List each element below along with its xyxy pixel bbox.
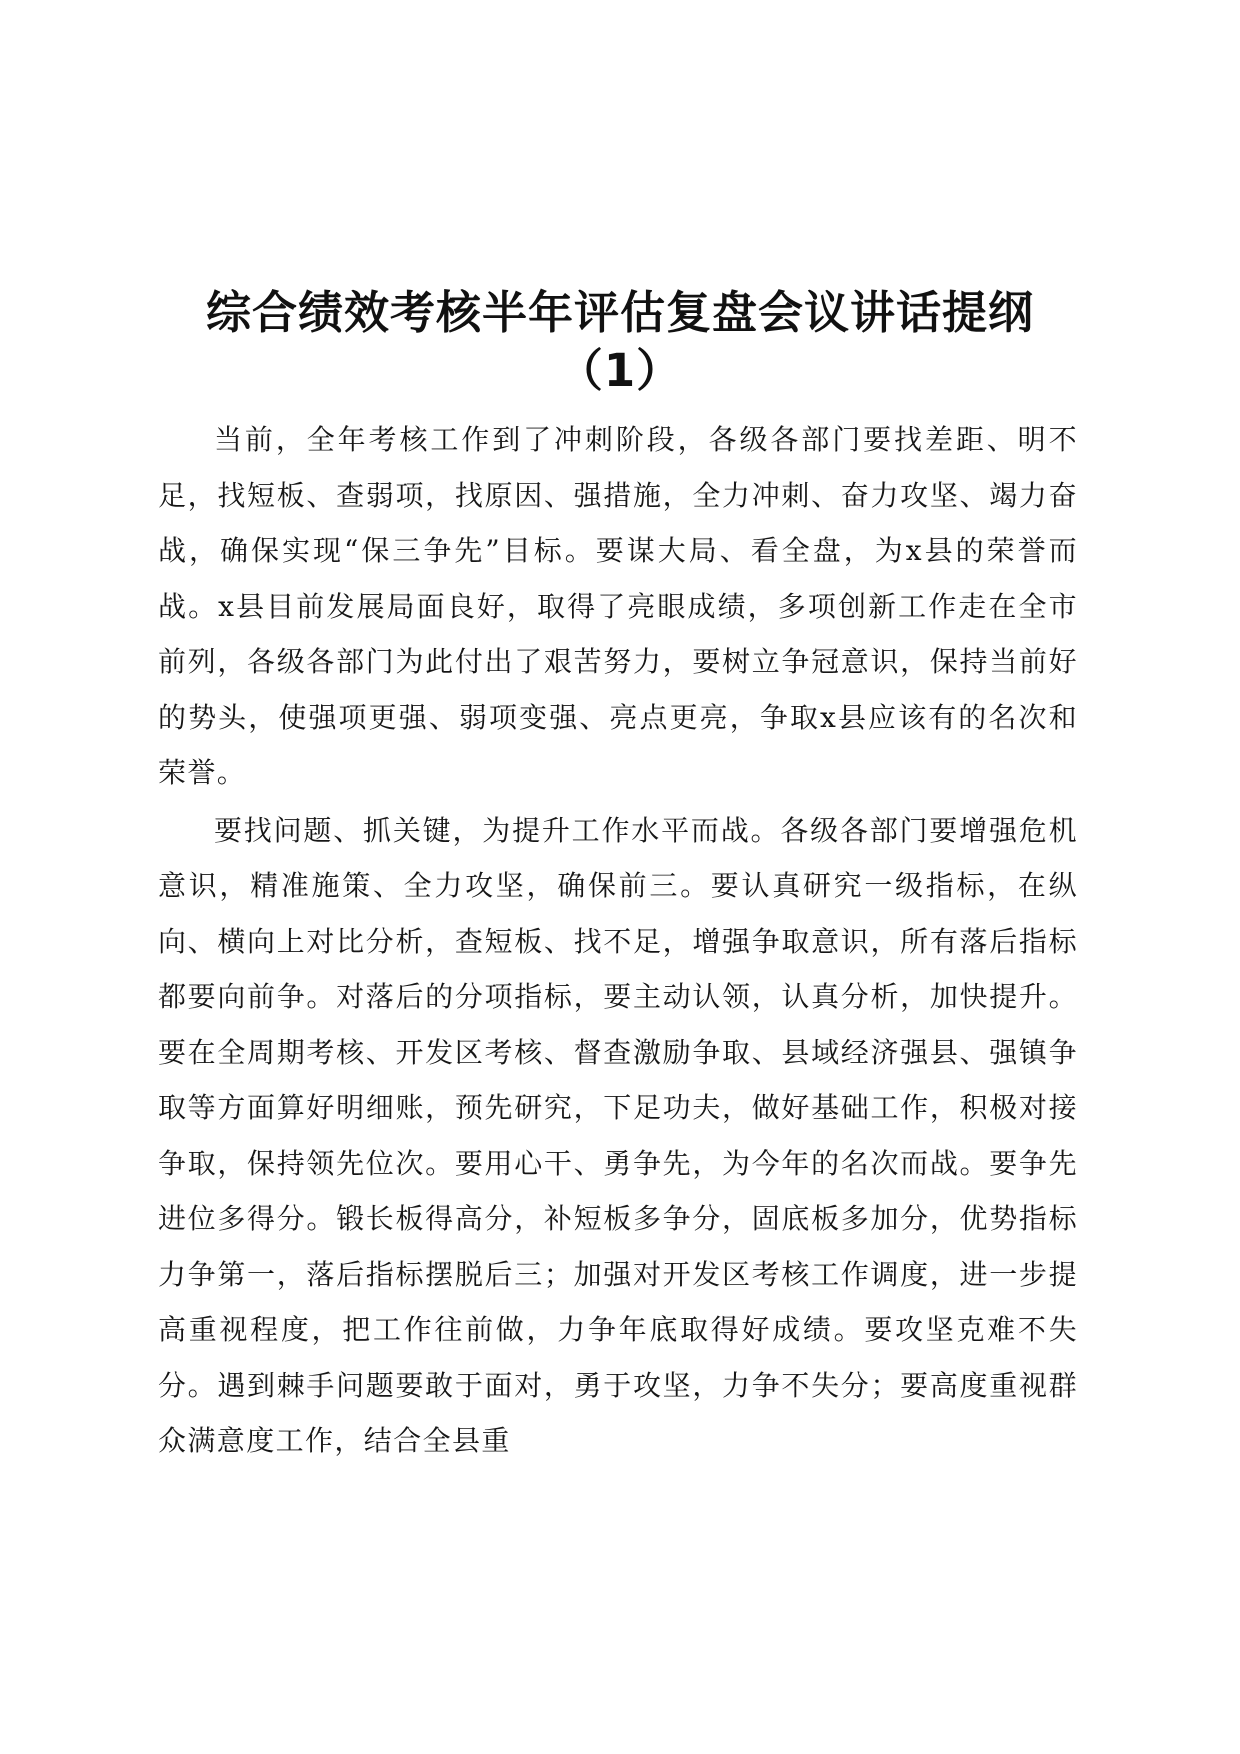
paragraph: 要找问题、抓关键，为提升工作水平而战。各级各部门要增强危机意识，精准施策、全力攻坚，确保前三。要认真研究一级指标，在纵向、横向上对比分析，查短板、找不足，增强争取意识，所有落后指标都要向前争。对落后的分项指标，要主动认领，认真分析，加快提升。要在全周期考核、开发区考核、督查激励争取、县域经济强县、强镇争取等方面算好明细账，预先研究，下足功夫，做好基础工作，积极对接争取，保持领先位次。要用心干、勇争先，为今年的名次而战。要争先进位多得分。锻长板得高分，补短板多争分，固底板多加分，优势指标力争第一，落后指标摆脱后三；加强对开发区考核工作调度，进一步提高重视程度，把工作往前做，力争年底取得好成绩。要攻坚克难不失分。遇到棘手问题要敢于面对，勇于攻坚，力争不失分；要高度重视群众满意度工作，结合全县重 [158, 813, 1078, 1457]
title-main: 综合绩效考核半年评估复盘会议讲话提纲 [205, 286, 1034, 340]
paragraph: 当前，全年考核工作到了冲刺阶段，各级各部门要找差距、明不足，找短板、查弱项，找原因、强措施，全力冲刺、奋力攻坚、竭力奋战，确保实现“保三争先”目标。要谋大局、看全盘，为x县的荣誉而战。x县目前发展局面良好，取得了亮眼成绩，多项创新工作走在全市前列，各级各部门为此付出了艰苦努力，要树立争冠意识，保持当前好的势头，使强项更强、弱项变强、亮点更亮，争取x县应该有的名次和荣誉。 [158, 423, 1078, 789]
document-title [150, 285, 1090, 399]
document-body [158, 412, 1078, 1469]
title-number: （1） [557, 344, 683, 398]
